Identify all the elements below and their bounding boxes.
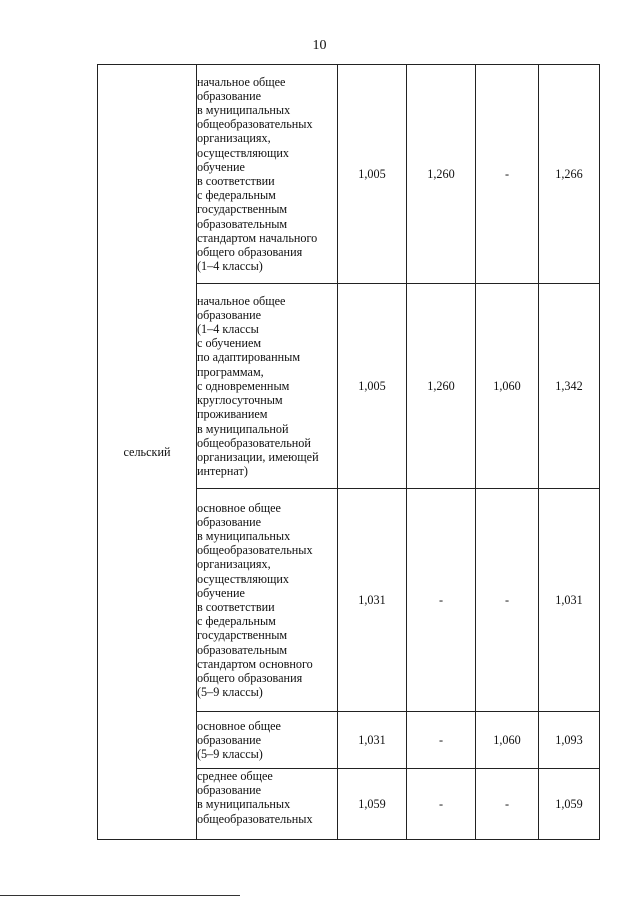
value-cell: 1,059 — [338, 769, 407, 840]
value-cell: 1,093 — [539, 712, 600, 769]
value-cell: 1,060 — [476, 712, 539, 769]
value-cell: 1,260 — [407, 284, 476, 489]
value-cell: 1,031 — [539, 489, 600, 712]
education-level-cell: основное общее образование (5–9 классы) — [197, 712, 338, 769]
value-cell: - — [476, 769, 539, 840]
value-cell: - — [407, 712, 476, 769]
value-cell: - — [476, 65, 539, 284]
value-cell: 1,266 — [539, 65, 600, 284]
table-row — [98, 65, 600, 284]
education-level-cell: основное общее образование в муниципальных общеобразовательных организациях, осуществляющих обучение в соответствии с федеральным государственным образовательным стандартом основного общего образования (5–9 классы) — [197, 489, 338, 712]
education-level-cell: среднее общее образование в муниципальных общеобразовательных — [197, 769, 338, 840]
value-cell: 1,260 — [407, 65, 476, 284]
footer-divider — [0, 895, 240, 896]
education-level-cell: начальное общее образование в муниципальных общеобразовательных организациях, осуществляющих обучение в соответствии с федеральным государственным образовательным стандартом начального общего образования (1–4 классы) — [197, 65, 338, 284]
value-cell: 1,060 — [476, 284, 539, 489]
education-level-cell: начальное общее образование (1–4 классы с обучением по адаптированным программам, с одновременным круглосуточным проживанием в муниципальной общеобразовательной организации, имеющей интернат) — [197, 284, 338, 489]
value-cell: - — [476, 489, 539, 712]
value-cell: 1,342 — [539, 284, 600, 489]
value-cell: 1,031 — [338, 489, 407, 712]
value-cell: 1,031 — [338, 712, 407, 769]
value-cell: - — [407, 769, 476, 840]
value-cell: 1,005 — [338, 65, 407, 284]
value-cell: 1,005 — [338, 284, 407, 489]
value-cell: 1,059 — [539, 769, 600, 840]
page-number: 10 — [312, 38, 327, 53]
coefficients-table — [97, 64, 600, 840]
value-cell: - — [407, 489, 476, 712]
area-type-cell: сельский — [98, 65, 197, 840]
